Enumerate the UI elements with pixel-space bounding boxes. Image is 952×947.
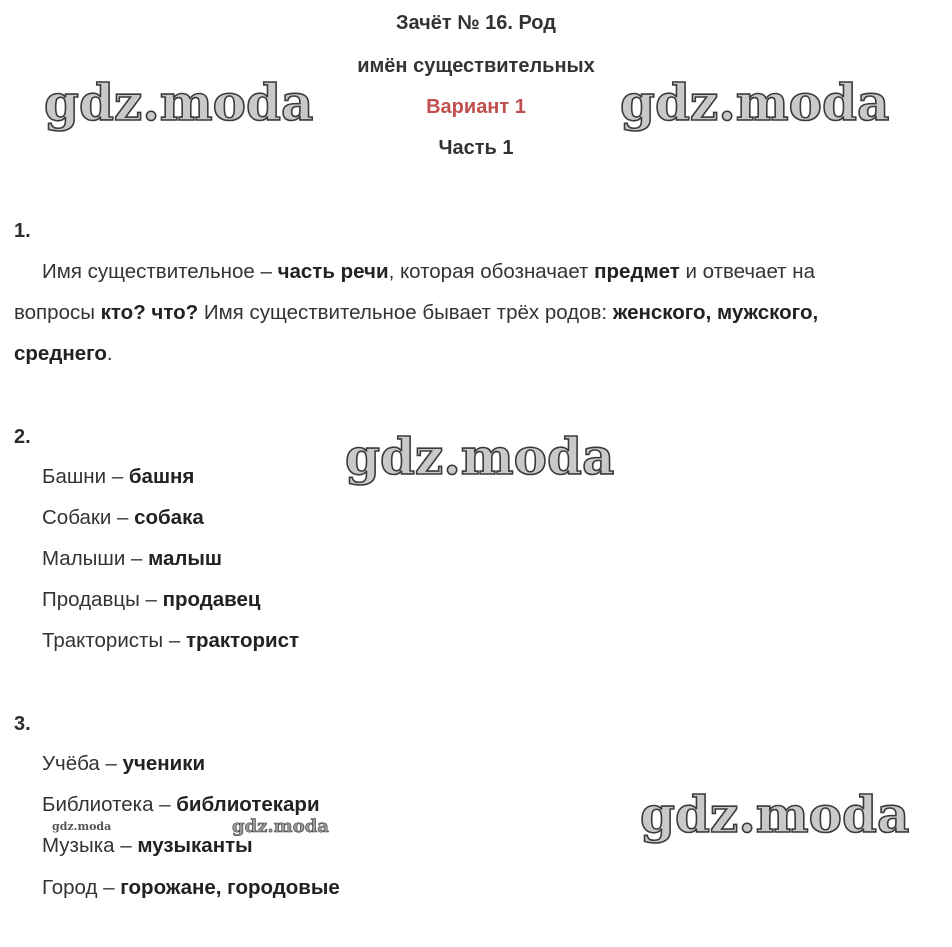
- bold-text: малыш: [148, 547, 223, 570]
- task-1-number: 1.: [14, 220, 31, 242]
- text: Малыши –: [42, 547, 149, 570]
- text: Башни –: [42, 465, 129, 488]
- task-3-number: 3.: [14, 713, 31, 735]
- task-2-number: 2.: [14, 426, 31, 448]
- text: Библиотека –: [42, 793, 177, 816]
- text: Имя существительное –: [42, 260, 278, 283]
- task-3-item: [42, 752, 205, 776]
- watermark-logo: gdz.moda: [52, 820, 112, 833]
- task-2-item: [42, 465, 194, 489]
- task-2-item: [42, 506, 204, 530]
- watermark-logo: gdz.moda: [620, 73, 890, 132]
- text: Продавцы –: [42, 588, 163, 611]
- watermark-logo: gdz.moda: [44, 73, 314, 132]
- bold-text: кто? что?: [100, 301, 199, 324]
- text: .: [106, 342, 113, 365]
- task-1-line-1: [42, 260, 815, 284]
- bold-text: горожане, городовые: [120, 876, 340, 899]
- variant-label: Вариант 1: [426, 96, 526, 118]
- bold-text: башня: [128, 465, 195, 488]
- task-1-line-3: [14, 342, 113, 366]
- bold-text: часть речи: [277, 260, 389, 283]
- watermark-logo: gdz.moda: [345, 427, 615, 486]
- part-label: Часть 1: [438, 137, 514, 159]
- title-line-1: Зачёт № 16. Род: [396, 12, 556, 34]
- bold-text: продавец: [162, 588, 261, 611]
- task-3-item: [42, 876, 340, 900]
- task-2-item: [42, 588, 261, 612]
- task-2-item: [42, 547, 222, 571]
- title-line-2: имён существительных: [357, 55, 595, 77]
- bold-text: женского, мужского,: [612, 301, 819, 324]
- bold-text: предмет: [594, 260, 680, 283]
- text: Собаки –: [42, 506, 135, 529]
- text: Имя существительное бывает трёх родов:: [198, 301, 613, 324]
- text: , которая обозначает: [388, 260, 595, 283]
- text: Музыка –: [42, 834, 138, 857]
- text: и отвечает на: [679, 260, 815, 283]
- task-3-item: [42, 834, 253, 858]
- task-1-line-2: [14, 301, 818, 325]
- bold-text: музыканты: [137, 834, 253, 857]
- text: Город –: [42, 876, 121, 899]
- task-3-item: [42, 793, 320, 817]
- watermark-logo: gdz.moda: [232, 816, 329, 837]
- bold-text: собака: [134, 506, 204, 529]
- bold-text: библиотекари: [176, 793, 320, 816]
- text: Трактористы –: [42, 629, 186, 652]
- text: вопросы: [14, 301, 101, 324]
- watermark-logo: gdz.moda: [640, 785, 910, 844]
- text: Учёба –: [42, 752, 123, 775]
- bold-text: среднего: [14, 342, 107, 365]
- task-2-item: [42, 629, 299, 653]
- bold-text: ученики: [122, 752, 206, 775]
- bold-text: тракторист: [185, 629, 300, 652]
